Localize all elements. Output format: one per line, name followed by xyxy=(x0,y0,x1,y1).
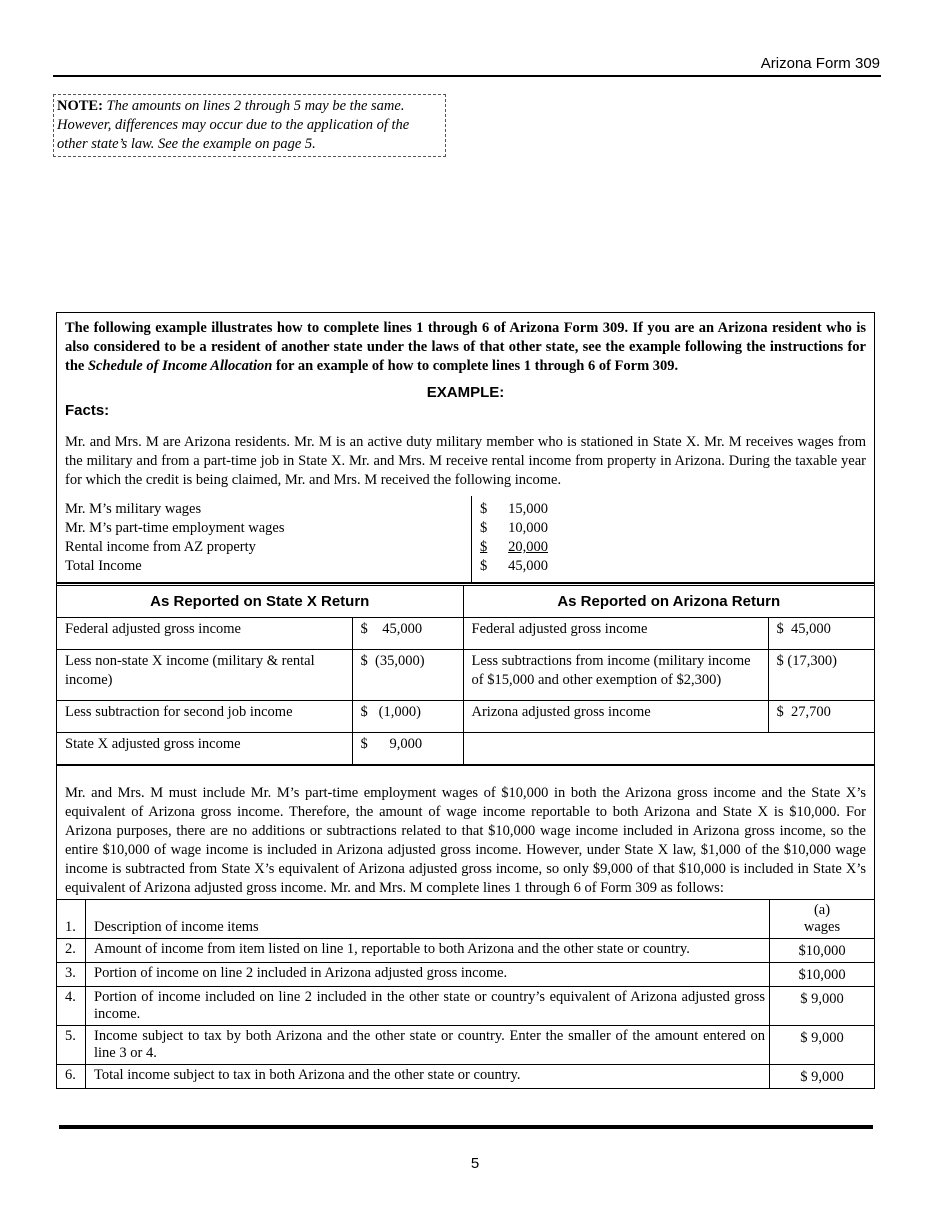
arizona-label: Arizona adjusted gross income xyxy=(463,701,768,733)
income-label: Rental income from AZ property xyxy=(65,539,256,555)
header-divider xyxy=(53,75,881,77)
income-dollar: $ xyxy=(480,520,488,536)
arizona-header: As Reported on Arizona Return xyxy=(463,585,874,618)
line-number: 3. xyxy=(57,963,86,987)
table-row xyxy=(57,963,874,987)
state-x-label: Federal adjusted gross income xyxy=(57,618,352,650)
line-number: 4. xyxy=(57,987,86,1026)
line-value: $10,000 xyxy=(770,963,875,987)
income-amount: 10,000 xyxy=(508,520,548,536)
line-value: $10,000 xyxy=(770,939,875,963)
example-title: EXAMPLE: xyxy=(426,384,505,401)
table-row xyxy=(57,987,874,1026)
note-box xyxy=(53,94,446,157)
arizona-label: Less subtractions from income (military income of $15,000 and other exemption of $2,300) xyxy=(463,650,768,701)
example-box xyxy=(56,312,875,1089)
table-row xyxy=(57,900,874,939)
income-list xyxy=(57,496,874,583)
intro-text-1: The following example illustrates how to complete lines 1 through 6 of Arizona Form 309. If you are an Arizona resident who is also considered to be a resident of another state under the laws of that other state, see the example following the instructions for the xyxy=(65,320,866,374)
state-x-label: Less non-state X income (military & rental income) xyxy=(57,650,352,701)
arizona-amount: $ 27,700 xyxy=(768,701,874,733)
explanation-paragraph: Mr. and Mrs. M must include Mr. M’s part-time employment wages of $10,000 in both the Arizona gross income and the State X’s equivalent of Arizona gross income. Therefore, the amount of wage income reportable to both Arizona and State X is $10,000. For Arizona purposes, there are no additions or subtractions related to that $10,000 wage income included in Arizona gross income, so the entire $10,000 of wage income is included in Arizona adjusted gross income. However, under State X law, $1,000 of the $10,000 wage income is subtracted from State X’s equivalent of Arizona adjusted gross income, so only $9,000 of that $10,000 is included in State X’s equivalent of Arizona adjusted gross income. Mr. and Mrs. M complete lines 1 through 6 of Form 309 as follows: xyxy=(57,765,874,899)
income-label: Total Income xyxy=(65,558,142,574)
intro-text-2: for an example of how to complete lines 1 through 6 of Form 309. xyxy=(272,358,679,374)
note-text: The amounts on lines 2 through 5 may be the same. However, differences may occur due to the application of the other state’s law. See the example on page 5. xyxy=(57,98,410,152)
table-row xyxy=(57,1065,874,1089)
intro-paragraph xyxy=(57,313,874,376)
line-description: Portion of income on line 2 included in Arizona adjusted gross income. xyxy=(86,963,770,987)
column-name: wages xyxy=(803,919,841,935)
arizona-amount: $ 45,000 xyxy=(768,618,874,650)
arizona-label: Federal adjusted gross income xyxy=(463,618,768,650)
state-x-amount: $ (1,000) xyxy=(352,701,463,733)
bottom-divider xyxy=(59,1125,873,1129)
state-x-label: Less subtraction for second job income xyxy=(57,701,352,733)
line-number: 5. xyxy=(57,1026,86,1065)
state-x-amount: $ 45,000 xyxy=(352,618,463,650)
column-header xyxy=(770,900,875,939)
facts-title: Facts: xyxy=(65,402,110,419)
line-value: $ 9,000 xyxy=(770,1026,875,1065)
state-x-header: As Reported on State X Return xyxy=(57,585,463,618)
state-x-amount: $ 9,000 xyxy=(352,733,463,765)
state-x-label: State X adjusted gross income xyxy=(57,733,352,765)
table-row xyxy=(57,650,874,701)
income-label: Mr. M’s military wages xyxy=(65,501,202,517)
line-number: 6. xyxy=(57,1065,86,1089)
state-x-amount: $ (35,000) xyxy=(352,650,463,701)
page-number: 5 xyxy=(470,1155,480,1172)
comparison-table xyxy=(57,583,874,765)
income-amount: 20,000 xyxy=(508,539,548,555)
empty-cell xyxy=(463,733,874,765)
line-value: $ 9,000 xyxy=(770,1065,875,1089)
table-row xyxy=(57,618,874,650)
line-description: Description of income items xyxy=(86,900,770,939)
form-name-header: Arizona Form 309 xyxy=(760,55,880,72)
table-row xyxy=(57,1026,874,1065)
note-label: NOTE: xyxy=(57,98,103,114)
line-number: 2. xyxy=(57,939,86,963)
line-value: $ 9,000 xyxy=(770,987,875,1026)
column-letter: (a) xyxy=(813,902,831,918)
line-number: 1. xyxy=(57,900,86,939)
schedule-name: Schedule of Income Allocation xyxy=(87,358,273,374)
income-dollar: $ xyxy=(480,558,488,574)
form-lines-table xyxy=(57,899,874,1088)
income-dollar: $ xyxy=(480,501,488,517)
line-description: Income subject to tax by both Arizona and the other state or country. Enter the smaller of the amount entered on line 3 or 4. xyxy=(86,1026,770,1065)
arizona-amount: $ (17,300) xyxy=(768,650,874,701)
income-amount: 45,000 xyxy=(508,558,548,574)
facts-text: Mr. and Mrs. M are Arizona residents. Mr. M is an active duty military member who is stationed in State X. Mr. M receives wages from the military and from a part-time job in State X. Mr. and Mrs. M receive rental income from property in Arizona. During the taxable year for which the credit is being claimed, Mr. and Mrs. M received the following income. xyxy=(65,434,866,488)
line-description: Total income subject to tax in both Arizona and the other state or country. xyxy=(86,1065,770,1089)
income-dollar: $ xyxy=(480,539,488,555)
table-row xyxy=(57,733,874,765)
line-description: Portion of income included on line 2 included in the other state or country’s equivalent of Arizona adjusted gross income. xyxy=(86,987,770,1026)
income-amount: 15,000 xyxy=(508,501,548,517)
line-description: Amount of income from item listed on line 1, reportable to both Arizona and the other state or country. xyxy=(86,939,770,963)
table-row xyxy=(57,939,874,963)
income-label: Mr. M’s part-time employment wages xyxy=(65,520,285,536)
table-row xyxy=(57,701,874,733)
